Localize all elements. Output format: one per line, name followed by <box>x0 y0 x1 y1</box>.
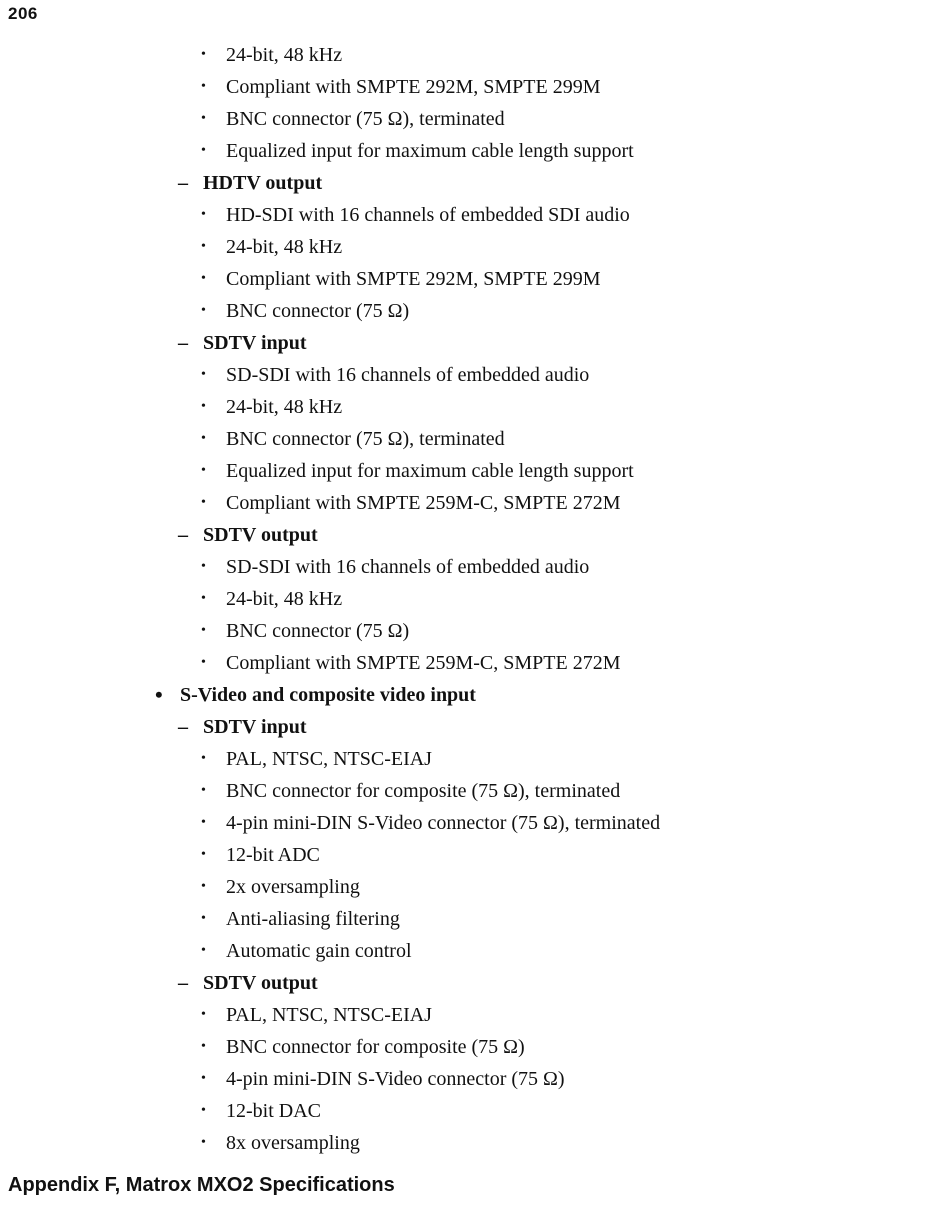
spec-text: BNC connector (75 Ω) <box>226 300 410 322</box>
spec-text: 8x oversampling <box>226 1132 360 1154</box>
bullet-marker: • <box>201 495 206 510</box>
spec-text: HD-SDI with 16 channels of embedded SDI audio <box>226 204 630 226</box>
spec-text: HDTV output <box>203 172 323 194</box>
spec-text: 2x oversampling <box>226 876 360 898</box>
spec-list-item <box>0 583 950 615</box>
spec-text: S-Video and composite video input <box>180 684 476 706</box>
spec-subheading <box>0 967 950 999</box>
spec-text: BNC connector (75 Ω) <box>226 620 410 642</box>
bullet-marker: • <box>201 911 206 926</box>
spec-list-item <box>0 455 950 487</box>
page-number: 206 <box>8 4 38 23</box>
spec-list-item <box>0 71 950 103</box>
spec-text: 4-pin mini-DIN S-Video connector (75 Ω), terminated <box>226 812 661 834</box>
spec-text: 24-bit, 48 kHz <box>226 588 343 610</box>
spec-heading <box>0 679 950 711</box>
spec-list-item <box>0 903 950 935</box>
dash-marker: – <box>178 332 188 354</box>
bullet-marker: • <box>201 591 206 606</box>
bullet-marker: • <box>201 463 206 478</box>
bullet-marker: • <box>201 655 206 670</box>
dash-marker: – <box>178 524 188 546</box>
spec-list-item <box>0 1127 950 1159</box>
dash-marker: – <box>178 172 188 194</box>
spec-list-item <box>0 199 950 231</box>
spec-list-item <box>0 1063 950 1095</box>
spec-list-item <box>0 135 950 167</box>
bullet-marker: • <box>201 1135 206 1150</box>
spec-list-item <box>0 39 950 71</box>
spec-list-item <box>0 423 950 455</box>
spec-text: PAL, NTSC, NTSC-EIAJ <box>226 1004 432 1026</box>
spec-list-item <box>0 359 950 391</box>
bullet-marker: • <box>201 1039 206 1054</box>
bullet-marker: • <box>201 47 206 62</box>
spec-list-item <box>0 391 950 423</box>
bullet-marker: • <box>201 559 206 574</box>
bullet-marker: • <box>201 303 206 318</box>
spec-subheading <box>0 711 950 743</box>
bullet-marker: • <box>201 399 206 414</box>
spec-text: 4-pin mini-DIN S-Video connector (75 Ω) <box>226 1068 565 1090</box>
spec-list-item <box>0 551 950 583</box>
spec-text: SDTV output <box>203 524 318 546</box>
bullet-marker: • <box>201 111 206 126</box>
spec-text: 24-bit, 48 kHz <box>226 396 343 418</box>
bullet-marker: • <box>201 1071 206 1086</box>
spec-list-item <box>0 231 950 263</box>
spec-text: PAL, NTSC, NTSC-EIAJ <box>226 748 432 770</box>
bullet-marker: • <box>201 623 206 638</box>
bullet-marker: • <box>201 1007 206 1022</box>
dash-marker: – <box>178 972 188 994</box>
spec-list-item <box>0 775 950 807</box>
bullet-marker: • <box>201 367 206 382</box>
spec-list-item <box>0 103 950 135</box>
spec-text: SD-SDI with 16 channels of embedded audio <box>226 556 590 578</box>
spec-list-item <box>0 743 950 775</box>
bullet-marker: • <box>201 207 206 222</box>
bullet-marker: • <box>201 1103 206 1118</box>
bullet-marker: • <box>201 79 206 94</box>
bullet-marker: • <box>155 682 163 707</box>
spec-text: Equalized input for maximum cable length support <box>226 140 634 162</box>
spec-text: BNC connector for composite (75 Ω) <box>226 1036 525 1058</box>
spec-text: Compliant with SMPTE 259M-C, SMPTE 272M <box>226 492 621 514</box>
spec-text: SDTV output <box>203 972 318 994</box>
spec-list-item <box>0 295 950 327</box>
dash-marker: – <box>178 716 188 738</box>
spec-list-item <box>0 647 950 679</box>
spec-list-item <box>0 615 950 647</box>
spec-text: BNC connector (75 Ω), terminated <box>226 428 505 450</box>
spec-list-item <box>0 263 950 295</box>
spec-list-item <box>0 871 950 903</box>
spec-text: 12-bit ADC <box>226 844 320 866</box>
spec-subheading <box>0 327 950 359</box>
spec-text: Compliant with SMPTE 259M-C, SMPTE 272M <box>226 652 621 674</box>
bullet-marker: • <box>201 271 206 286</box>
bullet-marker: • <box>201 783 206 798</box>
spec-text: 24-bit, 48 kHz <box>226 44 343 66</box>
bullet-marker: • <box>201 847 206 862</box>
bullet-marker: • <box>201 815 206 830</box>
bullet-marker: • <box>201 943 206 958</box>
spec-text: 12-bit DAC <box>226 1100 321 1122</box>
spec-text: Compliant with SMPTE 292M, SMPTE 299M <box>226 268 601 290</box>
spec-text: Anti-aliasing filtering <box>226 908 400 930</box>
bullet-marker: • <box>201 239 206 254</box>
spec-text: Compliant with SMPTE 292M, SMPTE 299M <box>226 76 601 98</box>
spec-list-item <box>0 839 950 871</box>
spec-list-item <box>0 999 950 1031</box>
spec-text: SDTV input <box>203 332 307 354</box>
spec-list-item <box>0 807 950 839</box>
spec-list-item <box>0 1031 950 1063</box>
bullet-marker: • <box>201 431 206 446</box>
spec-list-item <box>0 935 950 967</box>
bullet-marker: • <box>201 879 206 894</box>
spec-text: Automatic gain control <box>226 940 412 962</box>
spec-subheading <box>0 167 950 199</box>
spec-text: BNC connector (75 Ω), terminated <box>226 108 505 130</box>
spec-text: Equalized input for maximum cable length support <box>226 460 634 482</box>
spec-list <box>0 39 950 1159</box>
spec-text: BNC connector for composite (75 Ω), terminated <box>226 780 621 802</box>
spec-subheading <box>0 519 950 551</box>
spec-text: SDTV input <box>203 716 307 738</box>
spec-list-item <box>0 1095 950 1127</box>
bullet-marker: • <box>201 751 206 766</box>
spec-text: 24-bit, 48 kHz <box>226 236 343 258</box>
spec-list-item <box>0 487 950 519</box>
bullet-marker: • <box>201 143 206 158</box>
footer-title: Appendix F, Matrox MXO2 Specifications <box>8 1174 395 1196</box>
spec-text: SD-SDI with 16 channels of embedded audio <box>226 364 590 386</box>
